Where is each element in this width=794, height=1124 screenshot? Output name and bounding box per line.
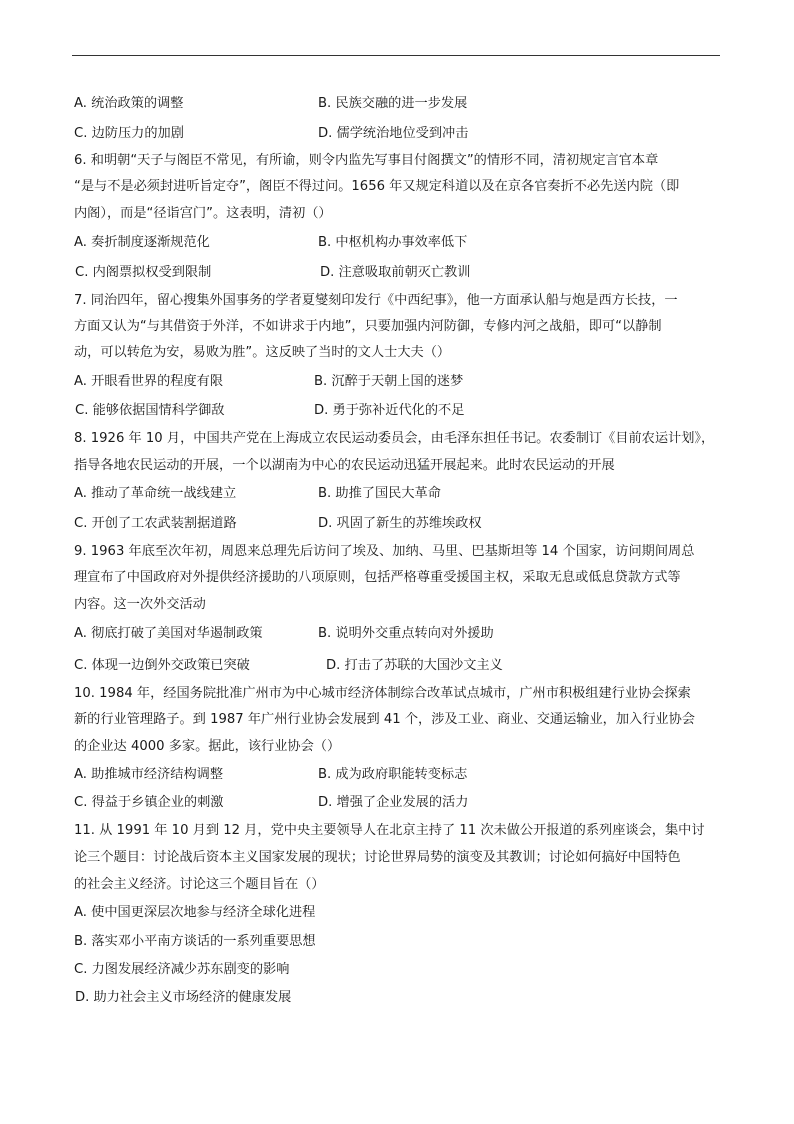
q5-option-c: C. 边防压力的加剧	[74, 126, 184, 141]
q9-stem-line-3: 内容。这一次外交活动	[74, 597, 206, 612]
q6-option-a: A. 奏折制度逐渐规范化	[74, 235, 210, 250]
q8-option-a: A. 推动了革命统一战线建立	[74, 486, 237, 501]
q11-stem-line-1: 11. 从 1991 年 10 月到 12 月，党中央主要领导人在北京主持了 11 次未做公开报道的系列座谈会，集中讨	[74, 823, 705, 838]
q7-stem-line-2: 方面又认为“与其借资于外洋，不如讲求于内地”，只要加强内河防御，专修内河之战船，即可“以静制	[74, 319, 662, 334]
header-rule	[72, 55, 720, 56]
q8-stem-line-1: 8. 1926 年 10 月，中国共产党在上海成立农民运动委员会，由毛泽东担任书记。农委制订《目前农运计划》，	[74, 431, 715, 446]
q7-option-a: A. 开眼看世界的程度有限	[74, 374, 224, 389]
q7-option-c: C. 能够依据国情科学御敌	[75, 403, 225, 418]
q5-option-d: D. 儒学统治地位受到冲击	[318, 126, 469, 141]
q6-stem-line-1: 6. 和明朝“天子与阁臣不常见，有所谕，则令内监先写事目付阁撰文”的情形不同，清初规定言官本章	[74, 153, 659, 168]
q11-option-a: A. 使中国更深层次地参与经济全球化进程	[74, 905, 316, 920]
q11-option-b: B. 落实邓小平南方谈话的一系列重要思想	[74, 934, 316, 949]
q11-option-d: D. 助力社会主义市场经济的健康发展	[75, 990, 292, 1005]
q5-option-a: A. 统治政策的调整	[74, 96, 184, 111]
q10-stem-line-2: 新的行业管理路子。到 1987 年广州行业协会发展到 41 个，涉及工业、商业、交通运输业，加入行业协会	[74, 712, 695, 727]
q9-option-a: A. 彻底打破了美国对华遏制政策	[74, 626, 263, 641]
q6-option-d: D. 注意吸取前朝灭亡教训	[320, 265, 471, 280]
q7-stem-line-3: 动，可以转危为安，易败为胜”。这反映了当时的文人士大夫（）	[74, 345, 451, 360]
q5-option-b: B. 民族交融的进一步发展	[318, 96, 468, 111]
q10-option-c: C. 得益于乡镇企业的刺激	[74, 795, 224, 810]
q10-option-b: B. 成为政府职能转变标志	[318, 767, 468, 782]
q10-option-d: D. 增强了企业发展的活力	[318, 795, 469, 810]
q9-option-c: C. 体现一边倒外交政策已突破	[74, 658, 250, 673]
q8-option-b: B. 助推了国民大革命	[318, 486, 441, 501]
q10-stem-line-1: 10. 1984 年，经国务院批准广州市为中心城市经济体制综合改革试点城市，广州市积极组建行业协会探索	[74, 686, 691, 701]
q8-option-c: C. 开创了工农武装割据道路	[74, 516, 237, 531]
q10-option-a: A. 助推城市经济结构调整	[74, 767, 224, 782]
q11-option-c: C. 力图发展经济减少苏东剧变的影响	[74, 962, 290, 977]
q11-stem-line-2: 论三个题目：讨论战后资本主义国家发展的现状；讨论世界局势的演变及其教训；讨论如何搞好中国特色	[74, 850, 681, 865]
q7-option-b: B. 沉醉于天朝上国的迷梦	[314, 374, 464, 389]
q8-stem-line-2: 指导各地农民运动的开展，一个以湖南为中心的农民运动迅猛开展起来。此时农民运动的开展	[74, 458, 615, 473]
q6-option-b: B. 中枢机构办事效率低下	[318, 235, 468, 250]
q6-option-c: C. 内阁票拟权受到限制	[75, 265, 212, 280]
q10-stem-line-3: 的企业达 4000 多家。据此，该行业协会（）	[74, 739, 341, 754]
q7-option-d: D. 勇于弥补近代化的不足	[314, 403, 465, 418]
q9-stem-line-2: 理宣布了中国政府对外提供经济援助的八项原则，包括严格尊重受援国主权，采取无息或低息贷款方式等	[74, 570, 681, 585]
q11-stem-line-3: 的社会主义经济。讨论这三个题目旨在（）	[74, 877, 325, 892]
q9-option-d: D. 打击了苏联的大国沙文主义	[326, 658, 503, 673]
q7-stem-line-1: 7. 同治四年，留心搜集外国事务的学者夏燮刻印发行《中西纪事》，他一方面承认船与炮是西方长技，一	[74, 293, 678, 308]
q8-option-d: D. 巩固了新生的苏维埃政权	[318, 516, 482, 531]
q6-stem-line-2: “是与不是必须封进听旨定夺”，阁臣不得过问。1656 年又规定科道以及在京各官奏折不必先送内院（即	[74, 179, 680, 194]
q9-stem-line-1: 9. 1963 年底至次年初，周恩来总理先后访问了埃及、加纳、马里、巴基斯坦等 14 个国家，访问期间周总	[74, 544, 695, 559]
q6-stem-line-3: 内阁），而是“径诣宫门”。这表明，清初（）	[74, 206, 332, 221]
q9-option-b: B. 说明外交重点转向对外援助	[318, 626, 494, 641]
